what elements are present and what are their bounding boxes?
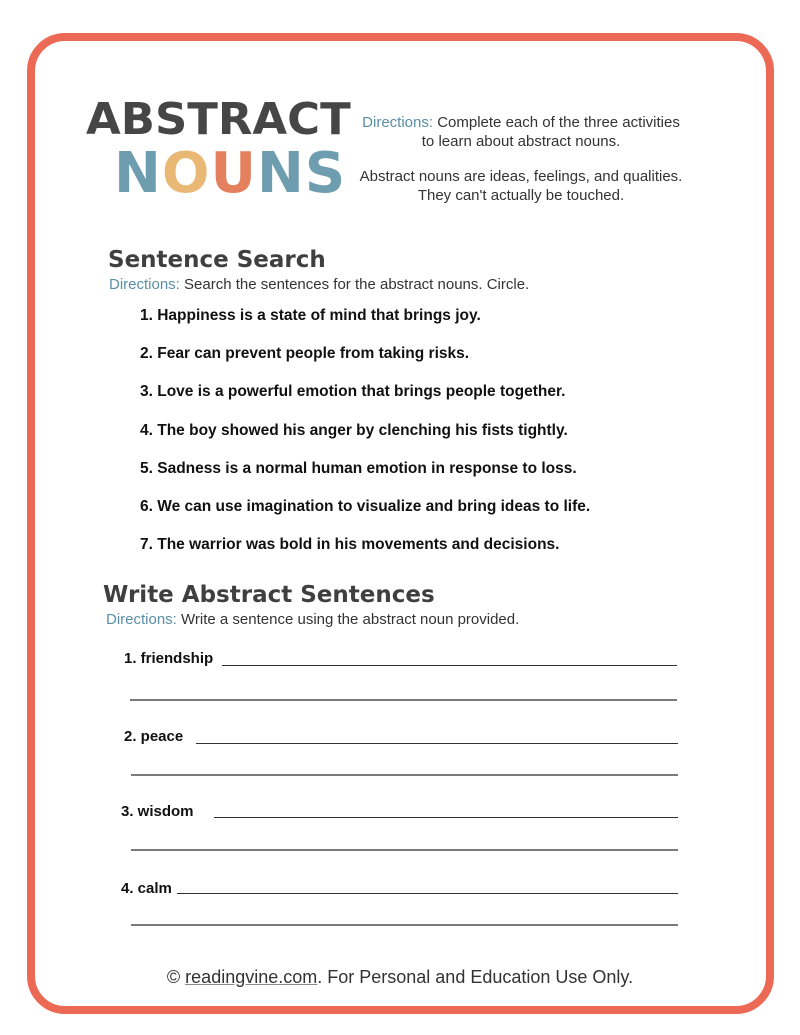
sentence-list [140, 306, 590, 573]
sentence-item[interactable]: 7. The warrior was bold in his movements and decisions. [140, 536, 560, 554]
sentence-item[interactable]: 1. Happiness is a state of mind that brings joy. [140, 307, 481, 324]
title-letter: O [161, 141, 211, 206]
write-item-label: 2. peace [124, 728, 184, 745]
write-item-label: 1. friendship [124, 650, 214, 667]
section-title-write-sentences: Write Abstract Sentences [103, 582, 435, 608]
title-letter: N [256, 141, 305, 206]
answer-line[interactable] [222, 665, 677, 666]
write-item-label: 4. calm [121, 880, 172, 897]
copyright-symbol: © [166, 967, 186, 987]
intro-directions [356, 113, 686, 221]
title-nouns [114, 141, 347, 206]
title-letter: N [114, 141, 162, 206]
sentence-item[interactable]: 6. We can use imagination to visualize and bring ideas to life. [140, 497, 591, 515]
intro-text: Complete each of the three activities to learn about abstract nouns. [421, 114, 680, 150]
title-letter: U [210, 141, 257, 206]
write-sentences-directions [106, 612, 519, 627]
directions-text: Write a sentence using the abstract noun provided. [176, 611, 520, 628]
sentence-search-directions [109, 277, 529, 292]
directions-label: Directions: [362, 114, 434, 131]
sentence-item[interactable]: 4. The boy showed his anger by clenching his fists tightly. [140, 421, 568, 439]
directions-label: Directions: [106, 611, 177, 628]
answer-line[interactable] [214, 817, 678, 818]
answer-line[interactable] [177, 893, 678, 894]
title-abstract: ABSTRACT [86, 94, 351, 145]
sentence-item[interactable]: 3. Love is a powerful emotion that brings people together. [140, 383, 566, 401]
directions-label: Directions: [109, 276, 180, 293]
sentence-item[interactable]: 2. Fear can prevent people from taking risks. [140, 345, 470, 363]
readingvine-link[interactable]: readingvine.com [185, 967, 318, 987]
answer-line[interactable] [196, 743, 678, 744]
answer-line[interactable] [131, 924, 678, 926]
section-title-sentence-search: Sentence Search [108, 247, 326, 273]
answer-line[interactable] [130, 699, 677, 701]
footer [0, 967, 800, 988]
footer-text: . For Personal and Education Use Only. [317, 967, 634, 987]
answer-line[interactable] [131, 774, 678, 776]
directions-text: Search the sentences for the abstract nouns. Circle. [179, 276, 530, 293]
title-letter: S [304, 141, 347, 206]
sentence-item[interactable]: 5. Sadness is a normal human emotion in response to loss. [140, 459, 577, 477]
definition-text: Abstract nouns are ideas, feelings, and qualities. They can't actually be touched. [359, 168, 683, 204]
answer-line[interactable] [131, 849, 678, 851]
write-item-label: 3. wisdom [121, 803, 194, 820]
